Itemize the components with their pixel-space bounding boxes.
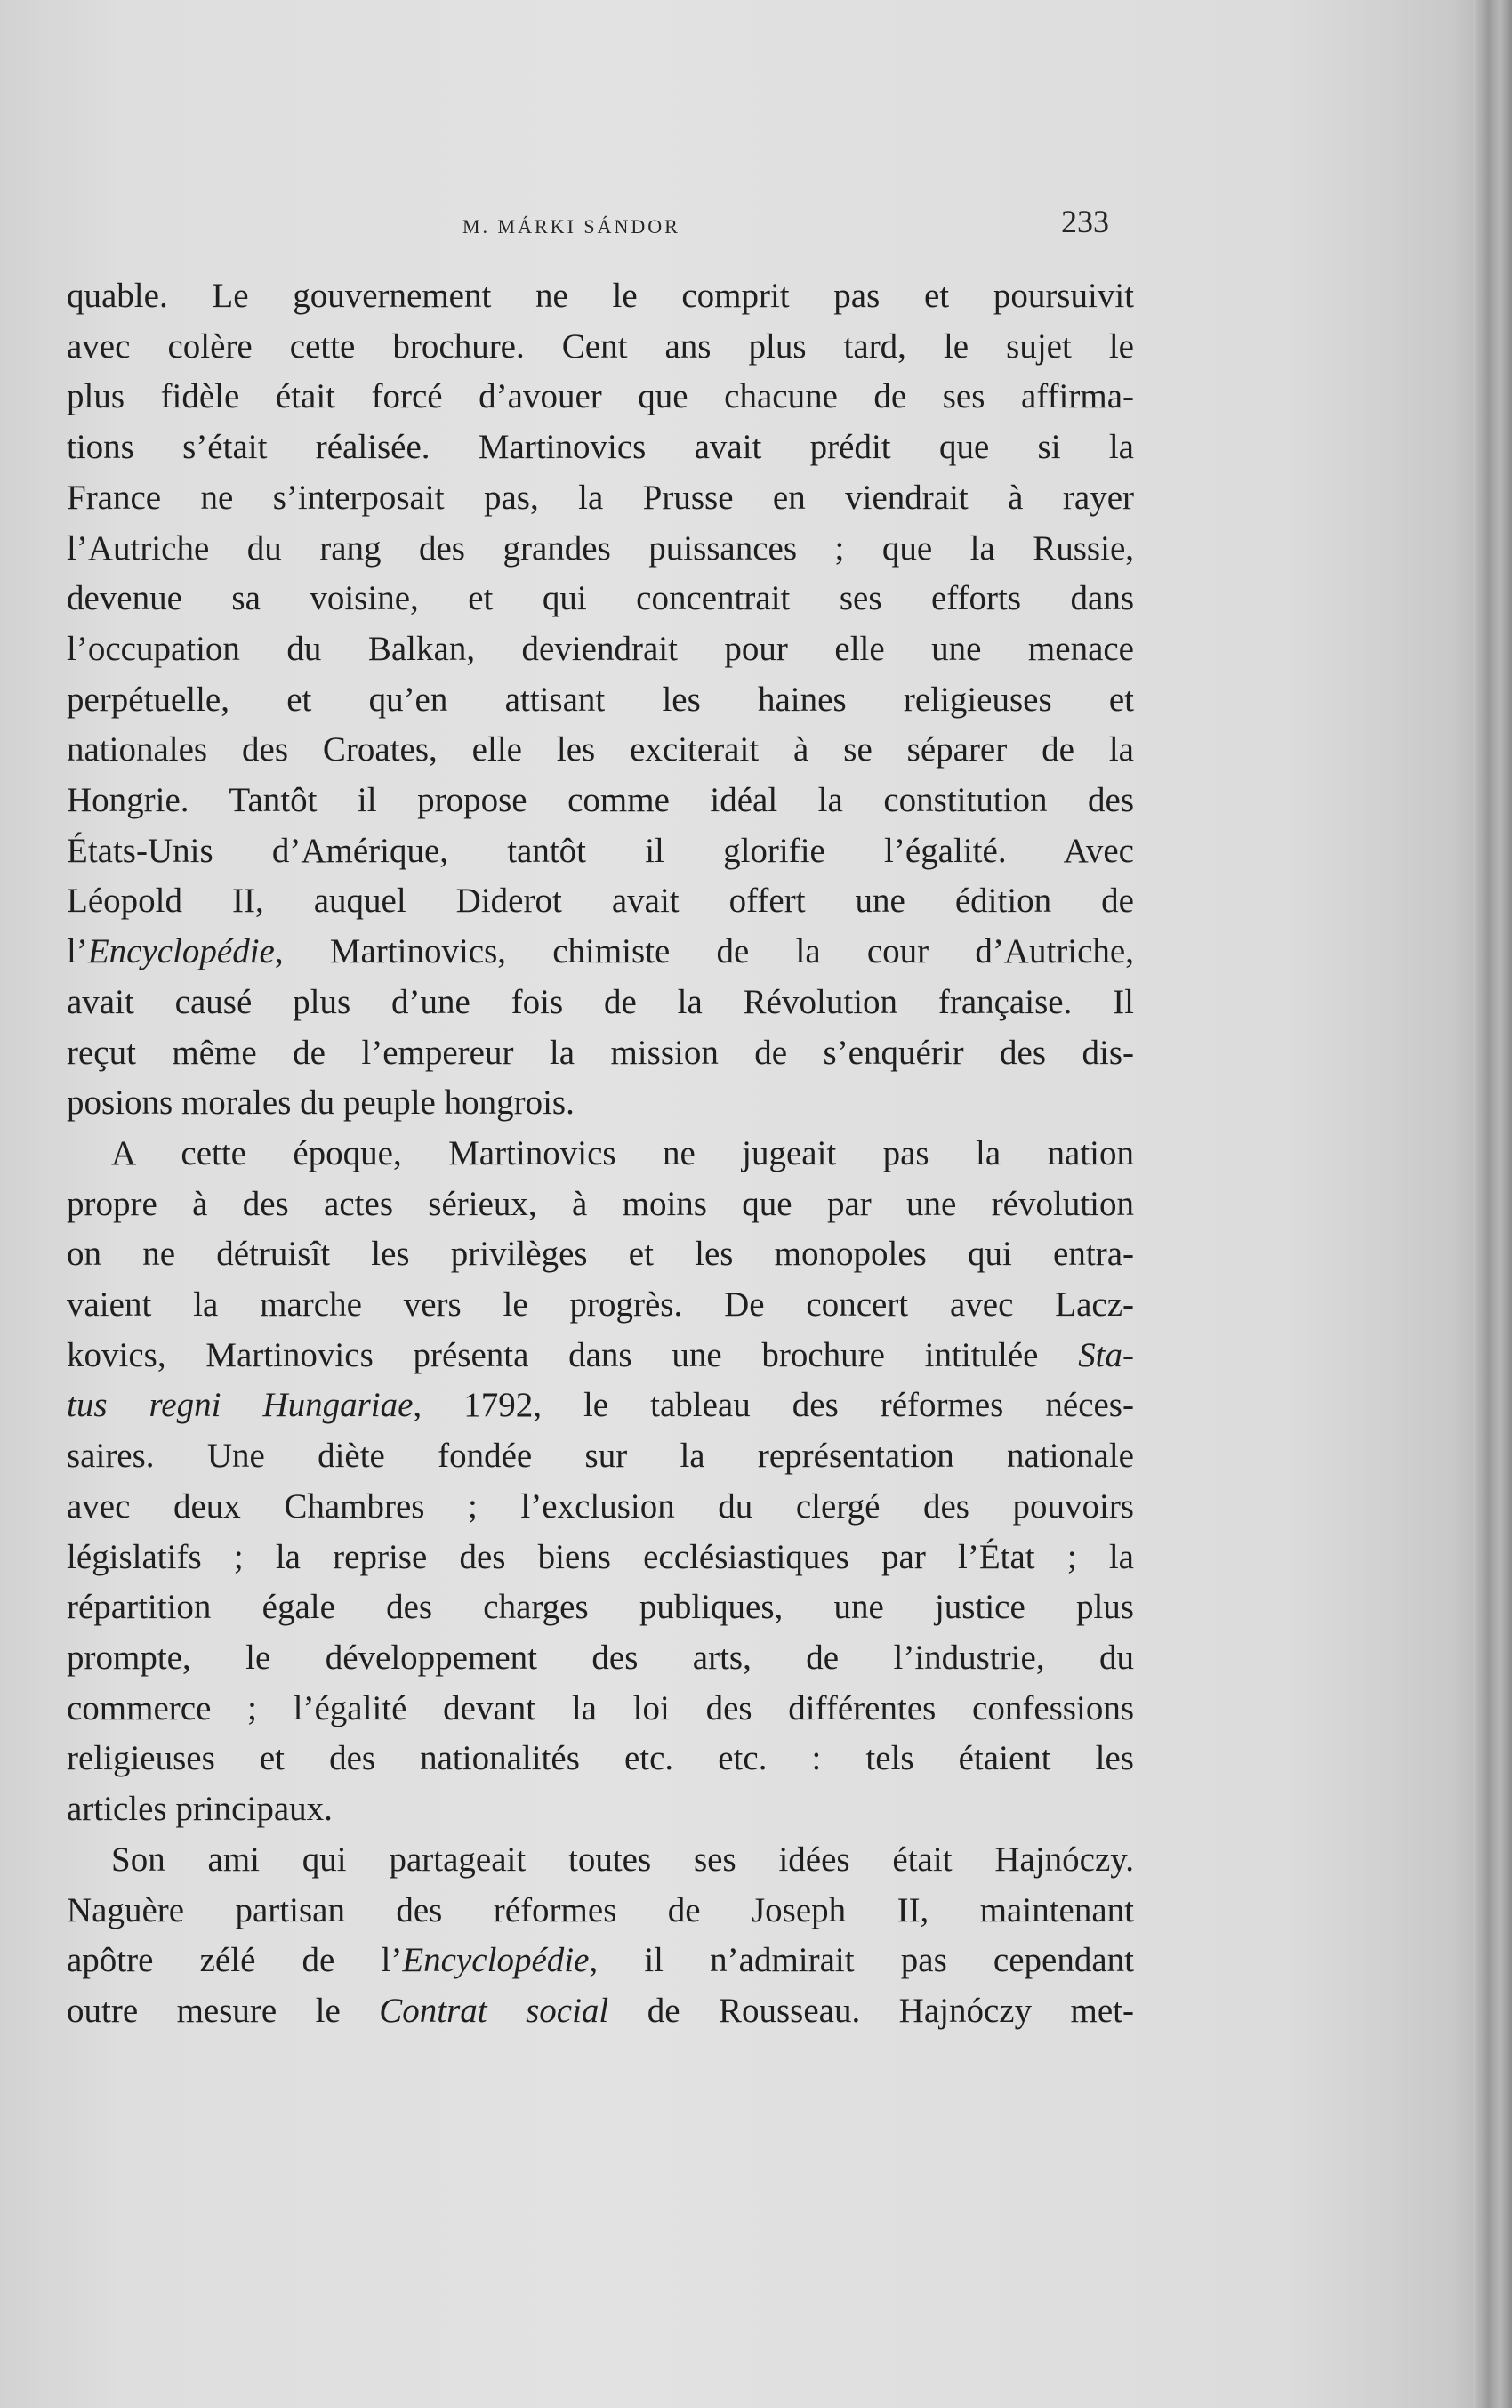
text-line-with-italic — [67, 1986, 1134, 2037]
text-line-with-italic — [67, 1381, 1134, 1431]
paragraph-2 — [67, 1129, 1134, 1835]
text-line-with-italic — [67, 927, 1134, 978]
text-run: kovics, Martinovics présenta dans une brochure intitulée — [67, 1335, 1079, 1374]
italic-title: Contrat social — [379, 1991, 609, 2030]
text-line: propre à des actes sérieux, à moins que par une révolution — [67, 1184, 1134, 1223]
italic-title: Sta- — [1078, 1335, 1134, 1374]
italic-title: Encyclopédie — [402, 1941, 590, 1980]
text-line-with-italic — [67, 1331, 1134, 1381]
text-line-with-italic — [67, 1936, 1134, 1986]
page-binding-edge — [1473, 0, 1512, 2408]
text-line: répartition égale des charges publiques, une justice plus — [67, 1588, 1134, 1627]
text-line: quable. Le gouvernement ne le comprit pas et poursuivit — [67, 277, 1134, 315]
running-head: M. MÁRKI SÁNDOR — [462, 215, 680, 238]
text-line: Léopold II, auquel Diderot avait offert une édition de — [67, 882, 1134, 921]
paragraph-3 — [67, 1835, 1134, 2037]
text-line: législatifs ; la reprise des biens ecclésiastiques par l’État ; la — [67, 1537, 1134, 1576]
text-run: , Martinovics, chimiste de la cour d’Autriche, — [274, 932, 1134, 971]
text-run: de Rousseau. Hajnóczy met- — [608, 1991, 1135, 2030]
text-line: saires. Une diète fondée sur la représentation nationale — [67, 1437, 1134, 1476]
text-line: l’Autriche du rang des grandes puissances ; que la Russie, — [67, 528, 1134, 568]
text-line: nationales des Croates, elle les exciterait à se séparer de la — [67, 730, 1134, 769]
paragraph-1 — [67, 271, 1134, 1129]
text-line: prompte, le développement des arts, de l’industrie, du — [67, 1638, 1134, 1677]
text-run: , 1792, le tableau des réformes néces- — [413, 1386, 1134, 1425]
text-line: avait causé plus d’une fois de la Révolution française. Il — [67, 982, 1134, 1021]
text-line: A cette époque, Martinovics ne jugeait pas la nation — [111, 1133, 1134, 1172]
italic-title: Encyclopédie — [87, 932, 275, 971]
text-run: , il n’admirait pas cependant — [589, 1941, 1135, 1980]
text-line: France ne s’interposait pas, la Prusse en viendrait à rayer — [67, 478, 1134, 517]
text-line: commerce ; l’égalité devant la loi des différentes confessions — [67, 1688, 1134, 1727]
text-line: articles principaux. — [67, 1790, 333, 1829]
text-run: apôtre zélé de l’ — [67, 1941, 403, 1980]
text-run: l’ — [67, 932, 88, 971]
text-line: on ne détruisît les privilèges et les monopoles qui entra- — [67, 1235, 1134, 1274]
text-line: Naguère partisan des réformes de Joseph II, maintenant — [67, 1890, 1134, 1929]
italic-title: tus regni Hungariae — [67, 1386, 414, 1425]
text-line: perpétuelle, et qu’en attisant les haines religieuses et — [67, 680, 1134, 719]
page-header — [0, 203, 1512, 238]
text-line: États-Unis d’Amérique, tantôt il glorifie l’égalité. Avec — [67, 831, 1134, 870]
body-text — [67, 271, 1134, 2037]
text-line: avec deux Chambres ; l’exclusion du clergé des pouvoirs — [67, 1486, 1134, 1526]
text-line: vaient la marche vers le progrès. De concert avec Lacz- — [67, 1285, 1134, 1325]
text-run: outre mesure le — [67, 1991, 380, 2030]
text-line: posions morales du peuple hongrois. — [67, 1083, 575, 1123]
text-line: tions s’était réalisée. Martinovics avait prédit que si la — [67, 428, 1134, 467]
text-line: devenue sa voisine, et qui concentrait ses efforts dans — [67, 579, 1134, 618]
text-line: reçut même de l’empereur la mission de s’enquérir des dis- — [67, 1033, 1134, 1072]
text-line: plus fidèle était forcé d’avouer que chacune de ses affirma- — [67, 377, 1134, 416]
page-number: 233 — [1061, 204, 1109, 239]
text-line: Son ami qui partageait toutes ses idées était Hajnóczy. — [111, 1840, 1134, 1879]
text-line: religieuses et des nationalités etc. etc. : tels étaient les — [67, 1739, 1134, 1778]
text-line: Hongrie. Tantôt il propose comme idéal la constitution des — [67, 781, 1134, 820]
text-line: l’occupation du Balkan, deviendrait pour elle une menace — [67, 629, 1134, 668]
text-line: avec colère cette brochure. Cent ans plus tard, le sujet le — [67, 326, 1134, 366]
